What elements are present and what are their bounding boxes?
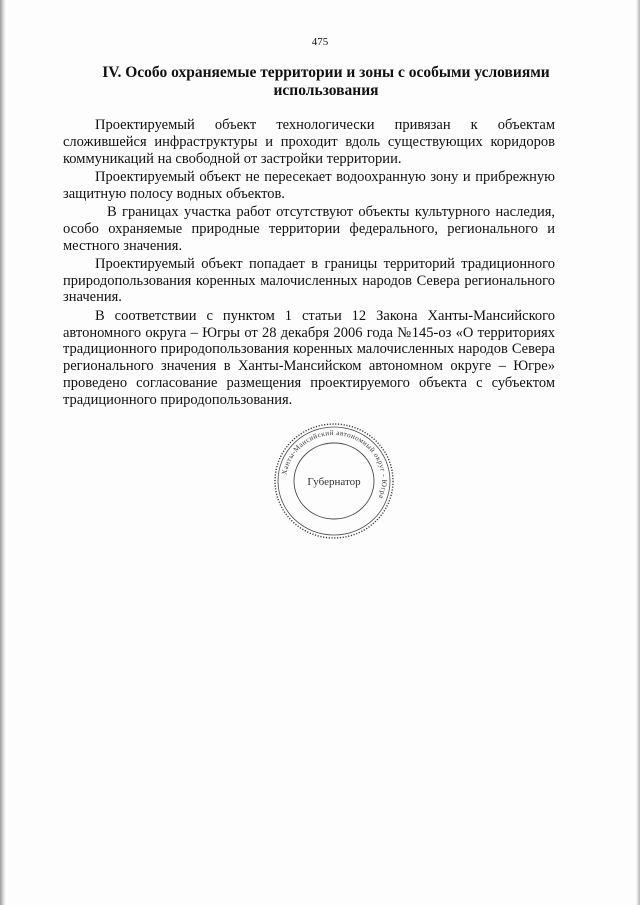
paragraph-5: В соответствии с пунктом 1 статьи 12 Закона Ханты-Мансийского автономного округа – Югры от 28 декабря 2006 года №145-оз «О территориях традиционного природопользования коренных малочисленных народов Севера регионального значения в Ханты-Мансийском автономном округе – Югре» проведено согласование размещения проектируемого объекта с субъектом традиционного природопользования. (63, 307, 555, 408)
scan-edge-right (636, 0, 640, 905)
stamp-center-text: Губернатор (307, 476, 361, 488)
page-number: 475 (311, 36, 329, 48)
paragraph-3: В границах участка работ отсутствуют объекты культурного наследия, особо охраняемые природные территории федерального, регионального и местного значения. (63, 203, 555, 254)
paragraph-2: Проектируемый объект не пересекает водоохранную зону и прибрежную защитную полосу водных объектов. (63, 168, 555, 202)
stamp-graphic (271, 420, 397, 542)
paragraph-4: Проектируемый объект попадает в границы территорий традиционного природопользования коренных малочисленных народов Севера регионального значения. (63, 255, 555, 306)
official-stamp (271, 420, 397, 542)
section-heading: IV. Особо охраняемые территории и зоны с особыми условиями использования (102, 64, 550, 99)
body-text (63, 117, 555, 410)
stamp-ring-text: Ханты-Мансийский автономный округ - Югра (280, 428, 389, 500)
paragraph-1: Проектируемый объект технологически привязан к объектам сложившейся инфраструктуры и проходит вдоль существующих коридоров коммуникаций на свободной от застройки территории. (63, 117, 555, 167)
scan-edge-left (0, 0, 6, 905)
